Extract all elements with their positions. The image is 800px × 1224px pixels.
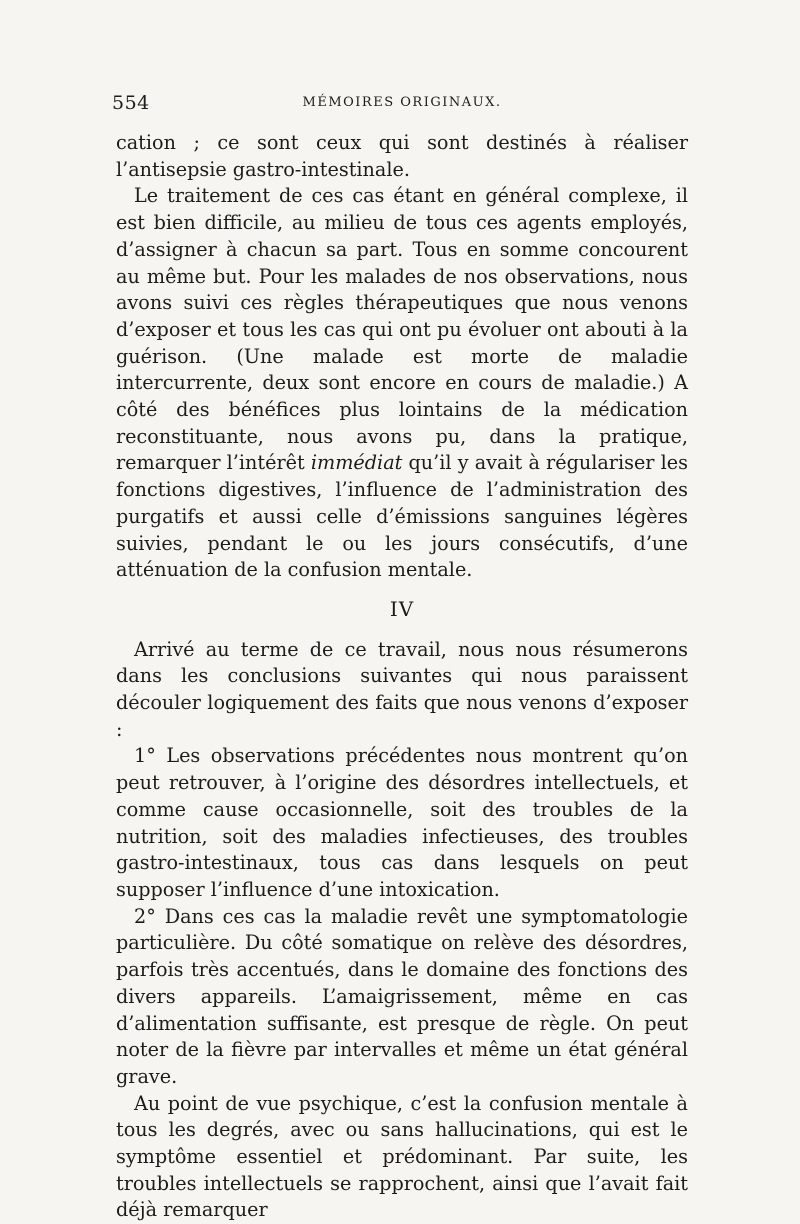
paragraph-continuation: cation ; ce sont ceux qui sont destinés à réaliser l’antisepsie gastro-intestinale. xyxy=(116,131,688,181)
paragraph-psychic: Au point de vue psychique, c’est la confusion mentale à tous les degrés, avec ou sans hallucinations, qui est le symptôme essentiel et prédominant. Par suite, les troubles intellectuels se rapprochent, ainsi que l’avait fait déjà remarquer xyxy=(116,1091,688,1222)
paragraph-treatment-part-2: qu’il y avait à régulariser les fonctions digestives, l’influence de l’administration des purgatifs et aussi celle d’émissions sanguines légères suivies, pendant le ou les jours consécutifs, d’une atténuation de la confusion mentale. xyxy=(116,451,688,582)
paragraph-conclusion-2: 2° Dans ces cas la maladie revêt une symptomatologie particulière. Du côté somatique on relève des désordres, parfois très accentués, dans le domaine des fonctions des divers appareils. L’amaigrissement, même en cas d’alimentation suffisante, est presque de règle. On peut noter de la fièvre par intervalles et même un état général grave. xyxy=(116,904,688,1088)
paragraph-treatment xyxy=(116,183,688,584)
page-number: 554 xyxy=(112,92,150,114)
section-heading: IV xyxy=(389,596,415,621)
body-text xyxy=(116,130,688,1224)
italic-emphasis: immédiat xyxy=(310,451,403,475)
paragraph-treatment-part-1: Le traitement de ces cas étant en général complexe, il est bien difficile, au milieu de tous ces agents employés, d’assigner à chacun sa part. Tous en somme concourent au même but. Pour les malades de nos observations, nous avons suivi ces règles thérapeutiques que nous venons d’exposer et tous les cas qui ont pu évoluer ont abouti à la guérison. (Une malade est morte de maladie intercurrente, deux sont encore en cours de maladie.) A côté des bénéfices plus lointains de la médication reconstituante, nous avons pu, dans la pratique, remarquer l’intérêt xyxy=(116,184,688,475)
running-head: MÉMOIRES ORIGINAUX. xyxy=(302,95,502,110)
paragraph-conclusion-1: 1° Les observations précédentes nous montrent qu’on peut retrouver, à l’origine des désordres intellectuels, et comme cause occasionnelle, soit des troubles de la nutrition, soit des maladies infectieuses, des troubles gastro-intestinaux, tous cas dans lesquels on peut supposer l’influence d’une intoxication. xyxy=(116,744,688,901)
paragraph-conclusions-intro: Arrivé au terme de ce travail, nous nous résumerons dans les conclusions suivantes qui nous paraissent découler logiquement des faits que nous venons d’exposer : xyxy=(116,637,688,741)
page-header xyxy=(112,92,688,122)
